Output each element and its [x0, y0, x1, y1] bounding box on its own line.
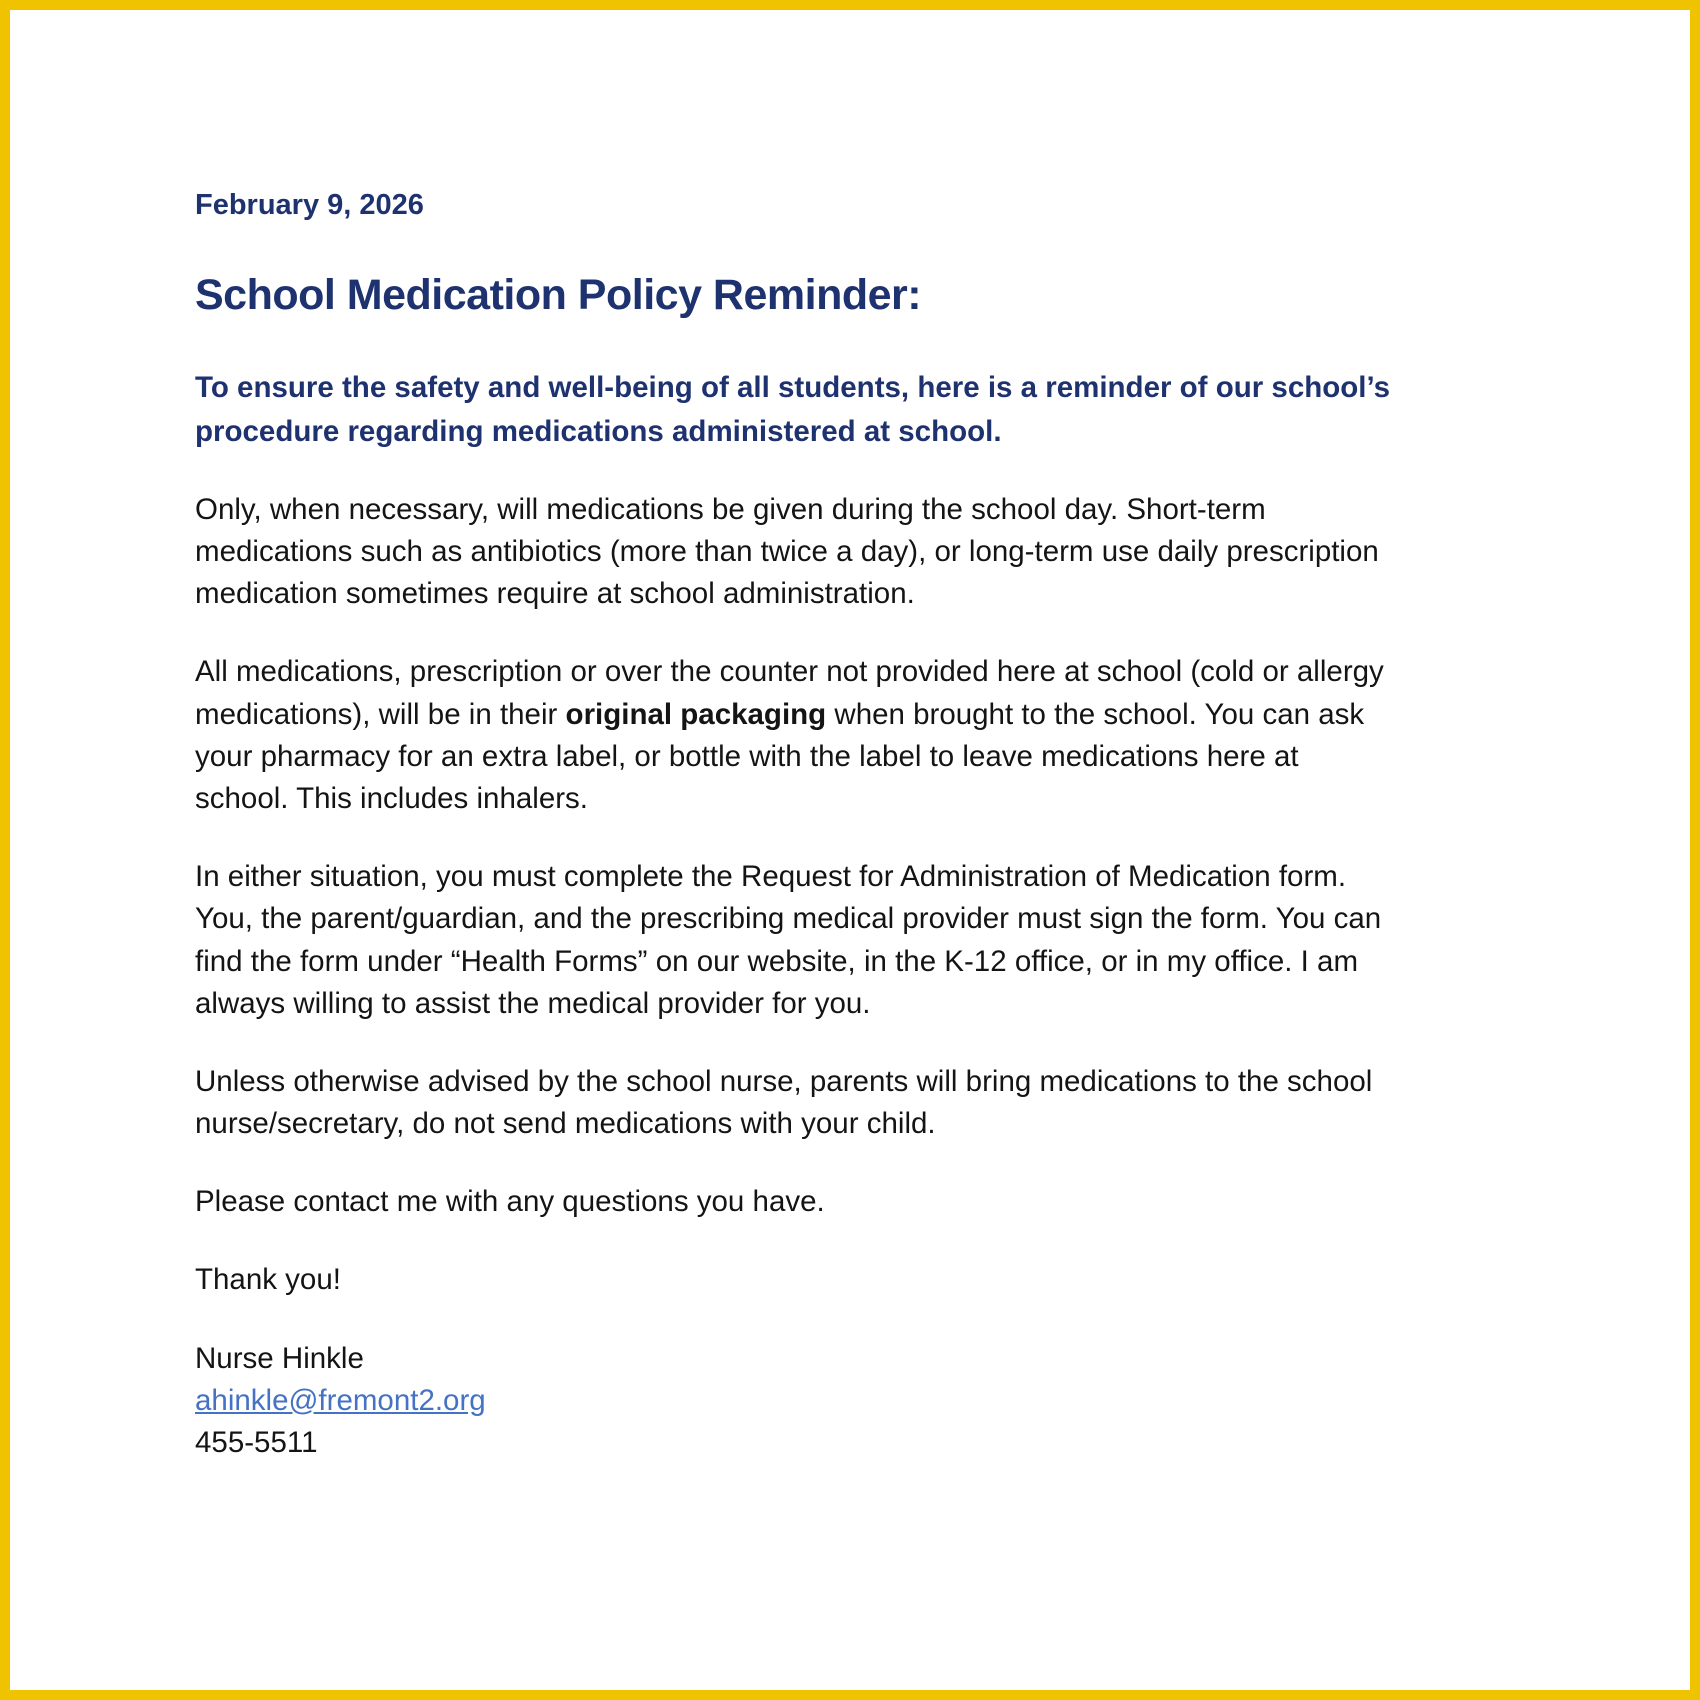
paragraph-contact: Please contact me with any questions you have.	[195, 1185, 825, 1219]
letter-date: February 9, 2026	[195, 189, 424, 221]
paragraph-all-medications	[195, 651, 1390, 820]
signature-name: Nurse Hinkle	[195, 1341, 364, 1375]
email-link[interactable]: ahinkle@fremont2.org	[195, 1383, 486, 1417]
paragraph-either-situation: In either situation, you must complete the Request for Administration of Medication form. You, the parent/guardian, and the prescribing medical provider must sign the form. You can find the form under “Health Forms” on our website, in the K-12 office, or in my office. I am always willing to assist the medical provider for you.	[195, 860, 1382, 1020]
letter-content	[10, 10, 1690, 1464]
original-packaging-bold-text: original packaging	[565, 697, 827, 731]
intro-paragraph: To ensure the safety and well-being of all students, here is a reminder of our school’s procedure regarding medications administered at school.	[195, 371, 1390, 448]
paragraph-unless-advised: Unless otherwise advised by the school nurse, parents will bring medications to the school nurse/secretary, do not send medications with your child.	[195, 1064, 1373, 1141]
paragraph-only-when-necessary: Only, when necessary, will medications be given during the school day. Short-term medications such as antibiotics (more than twice a day), or long-term use daily prescription medication sometimes require at school administration.	[195, 492, 1379, 611]
closing-line: Thank you!	[195, 1263, 341, 1297]
signature-email-line	[195, 1380, 1390, 1422]
letter-title: School Medication Policy Reminder:	[195, 270, 922, 319]
signature-phone: 455-5511	[195, 1425, 318, 1459]
signature-block	[195, 1338, 1390, 1465]
paragraph-all-medications-after: when brought to the school. You can ask your pharmacy for an extra label, or bottle with the label to leave medications here at school. This includes inhalers.	[195, 697, 1365, 815]
paragraph-all-medications-before: All medications, prescription or over the counter not provided here at school (cold or allergy medications), will be in their	[195, 655, 1384, 731]
